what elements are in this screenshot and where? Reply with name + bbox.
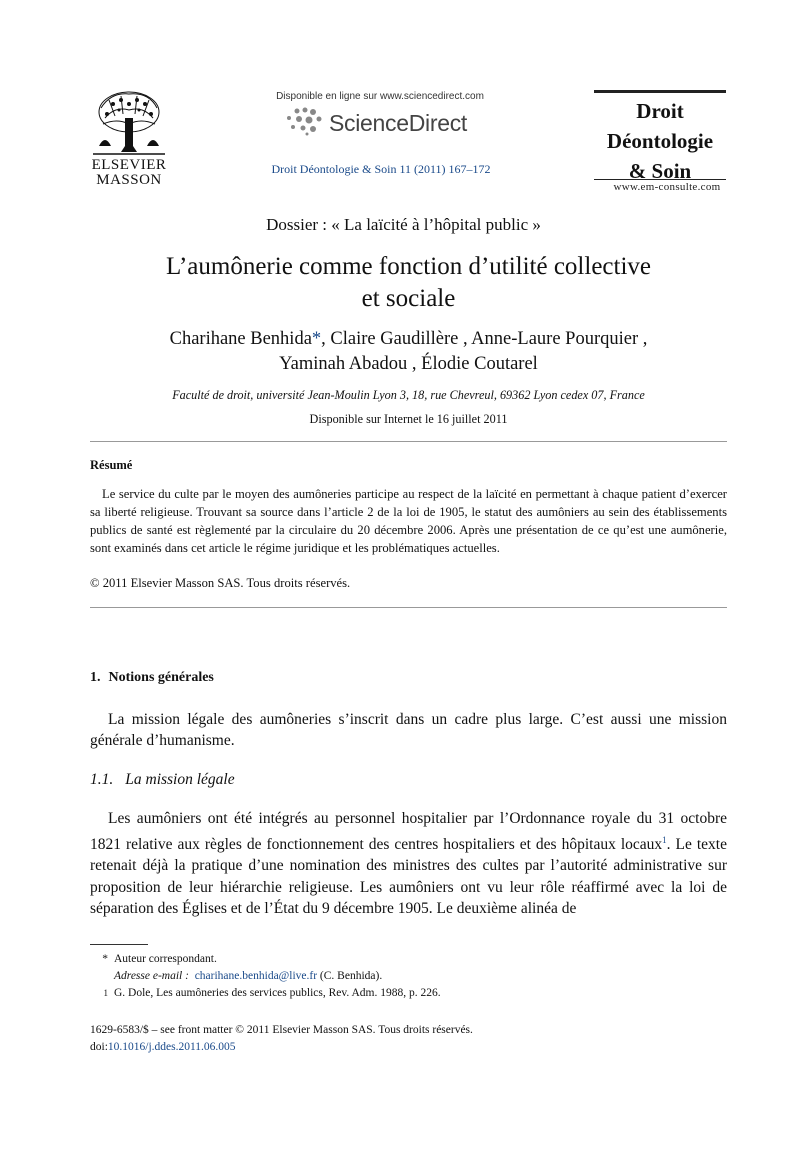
journal-box-line-3: & Soin [628,159,692,183]
email-label: Adresse e-mail : [114,970,189,982]
subsection-paragraph [90,808,727,920]
section-heading [90,670,214,686]
footnote-1 [90,985,727,1002]
abstract-body [90,485,727,557]
doi-link[interactable]: 10.1016/j.ddes.2011.06.005 [107,1041,236,1053]
online-date: Disponible sur Internet le 16 juillet 2011 [309,412,508,426]
footnote-mark: * [102,953,108,965]
front-matter [90,1022,473,1056]
sd-availability-note: Disponible en ligne sur www.sciencedirect.com [276,91,484,102]
subsection-title: La mission légale [125,771,235,788]
abstract-copyright: © 2011 Elsevier Masson SAS. Tous droits réservés. [90,576,351,590]
sciencedirect-logo[interactable] [283,106,493,140]
author-list [90,327,727,377]
elsevier-logo [88,88,170,190]
author-name: Charihane Benhida [169,329,312,349]
section-title: Notions générales [108,670,214,685]
footnote-ref[interactable]: 1 [662,834,667,845]
dossier-heading: Dossier : « La laïcité à l’hôpital public » [266,215,541,234]
corresponding-author-mark[interactable]: * [311,329,322,349]
section-paragraph [90,709,727,751]
footnote-text: G. Dole, Les aumôneries des services publics, Rev. Adm. 1988, p. 226. [114,987,441,999]
subsection-heading [90,771,235,789]
email-suffix: (C. Benhida). [319,970,383,982]
article-title-line-2: et sociale [361,285,456,312]
article-title [90,251,727,315]
journal-box-line-2: Déontologie [606,129,714,153]
article-title-line-1: L’aumônerie comme fonction d’utilité collective [165,253,652,280]
footnote-text: Auteur correspondant. [114,953,217,965]
paragraph-text-continued: . Le texte retenait déjà la pratique d’une nomination des ministres des cultes par l’autorité administrative sur proposition de leur hiérarchie religieuse. Les aumôniers ont vu leur rôle réaffirmé avec la loi de séparation des Églises et de l’État du 9 décembre 1905. Le deuxième alinéa de [90,835,727,918]
paragraph-text: Les aumôniers ont été intégrés au personnel hospitalier par l’Ordonnance royale du 31 octobre 1821 relative aux règles de fonctionnement des centres hospitaliers et des hôpitaux locaux [90,810,727,853]
section-number: 1. [90,670,101,685]
paragraph-text: La mission légale des aumôneries s’inscrit dans un cadre plus large. C’est aussi une mission générale d’humanisme. [90,711,727,749]
subsection-number: 1.1. [90,771,114,788]
author-names: , Claire Gaudillère , Anne-Laure Pourquier , [321,329,648,349]
footnote-email [90,968,727,985]
issn-line: 1629-6583/$ – see front matter © 2011 Elsevier Masson SAS. Tous droits réservés. [90,1024,473,1036]
email-link[interactable]: charihane.benhida@live.fr [194,970,318,982]
publisher-name: ELSEVIER [91,157,167,173]
footnotes [90,951,727,1002]
divider [90,607,727,608]
author-names-line-2: Yaminah Abadou , Élodie Coutarel [279,354,538,374]
elsevier-tree-icon [91,88,167,158]
sciencedirect-dots-icon [283,106,327,136]
journal-title-box [594,90,726,183]
footnote-corresponding [90,951,727,968]
sciencedirect-name: ScienceDirect [329,110,467,136]
footnote-divider [90,944,148,945]
abstract-text: Le service du culte par le moyen des aumôneries participe au respect de la laïcité en permettant à chaque patient d’exercer sa liberté religieuse. Trouvant sa source dans l’article 2 de la loi de 1905, le statut des aumôniers au sein des établissements publics de santé est règlementé par la circulaire du 20 décembre 2006. Après une présentation de ce qu’est une aumônerie, sont examinés dans cet article le régime juridique et les problématiques actuelles. [90,487,727,555]
footnote-mark: 1 [103,988,108,998]
journal-reference[interactable]: Droit Déontologie & Soin 11 (2011) 167–172 [271,162,491,176]
doi-label: doi: [90,1041,108,1053]
publisher-name-2: MASSON [96,172,162,188]
divider [90,441,727,442]
abstract-heading: Résumé [90,458,133,472]
journal-box-line-1: Droit [636,99,684,123]
journal-url[interactable]: www.em-consulte.com [613,181,721,193]
affiliation: Faculté de droit, université Jean-Moulin Lyon 3, 18, rue Chevreul, 69362 Lyon cedex 07, France [172,388,645,402]
